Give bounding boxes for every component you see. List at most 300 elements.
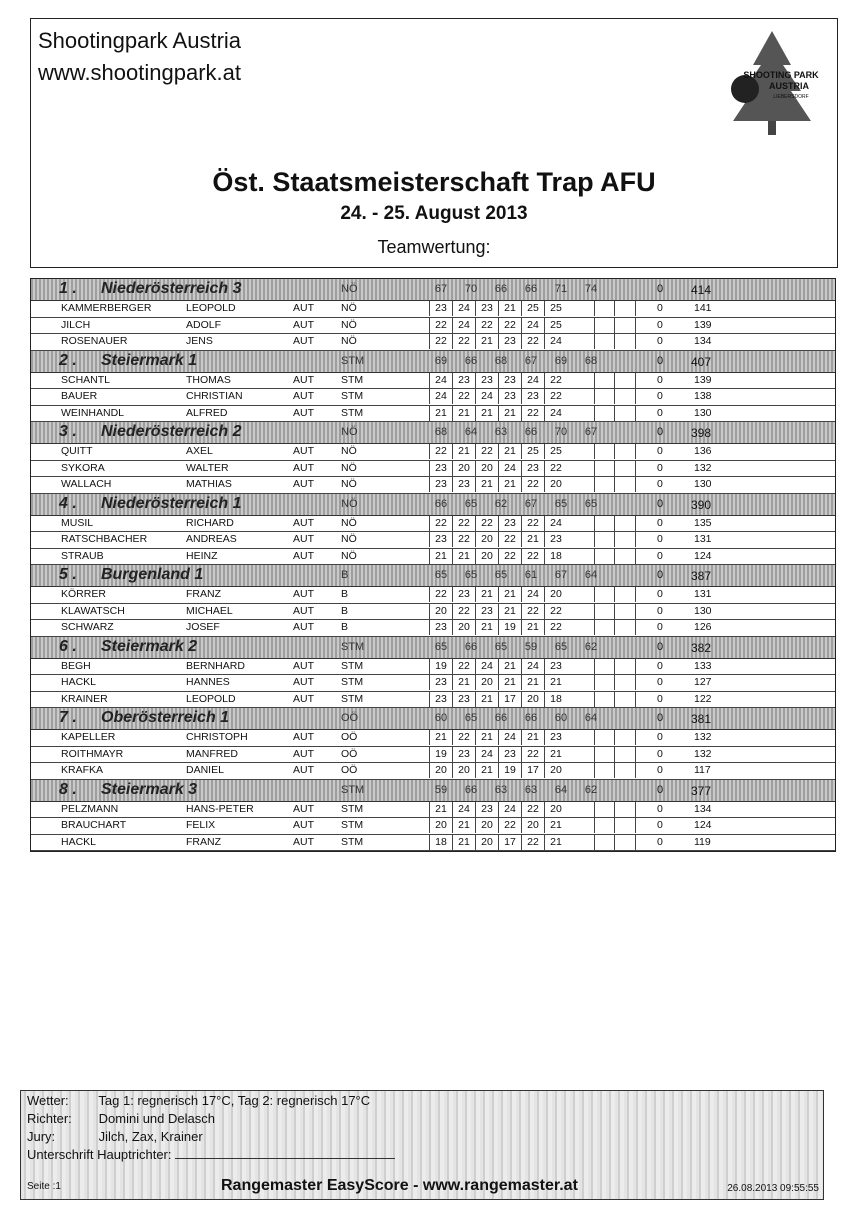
round-score: 21 [544,675,567,690]
round-score: 20 [544,802,567,817]
round-score: 22 [452,659,475,674]
round-score: 23 [452,587,475,602]
round-score: 22 [452,516,475,531]
team-series-score: 67 [584,426,598,438]
shooter-zero: 0 [657,533,663,545]
team-name: Steiermark 1 [101,351,198,369]
empty-cell [594,747,615,762]
round-score: 23 [498,373,521,388]
round-score: 23 [521,389,544,404]
round-score: 22 [452,334,475,349]
logo-text-1: SHOOTING PARK [743,70,819,80]
round-score: 21 [475,620,498,635]
team-rank: 4 . [59,494,77,512]
empty-cell [614,334,636,349]
team-results-table [30,278,836,852]
round-score: 23 [452,373,475,388]
shooter-country: AUT [293,549,314,562]
round-score: 22 [452,532,475,547]
shooter-last-name: KRAINER [61,692,108,705]
round-score: 21 [452,818,475,833]
round-score: 19 [429,659,452,674]
round-score: 20 [429,604,452,619]
team-block [31,422,835,494]
shooter-last-name: KRAFKA [61,764,104,776]
empty-cell [614,604,636,619]
team-zero: 0 [657,283,664,295]
round-score: 20 [544,587,567,602]
round-score: 23 [429,477,452,492]
team-series-score: 64 [584,569,598,581]
logo-text-2: AUSTRIA [769,81,809,91]
round-score: 21 [521,620,544,635]
round-score: 20 [475,675,498,690]
shooter-total: 135 [694,516,712,529]
shooter-row [31,301,835,318]
shooter-total: 132 [694,461,712,474]
shooter-region: NÖ [341,318,357,331]
shooter-first-name: CHRISTIAN [186,390,243,402]
round-score: 20 [544,763,567,778]
round-score: 22 [544,620,567,635]
team-rank: 8 . [59,780,77,798]
jury-label: Jury: [27,1129,56,1144]
software-brand: Rangemaster EasyScore - www.rangemaster.at [221,1177,578,1194]
shooter-country: AUT [293,692,314,705]
round-score: 23 [429,461,452,476]
team-header [31,494,835,516]
round-score: 23 [475,802,498,817]
team-region: STM [341,783,365,796]
shooter-first-name: BERNHARD [186,659,245,672]
shooter-country: AUT [293,406,314,419]
round-score: 21 [475,692,498,707]
shooter-last-name: QUITT [61,445,93,457]
team-series-score: 66 [524,712,538,724]
empty-cell [614,659,636,674]
team-header [31,422,835,444]
shooter-region: NÖ [341,302,357,314]
round-score: 21 [498,406,521,421]
empty-cell [594,549,615,564]
shooter-total: 119 [694,835,711,848]
shooter-total: 133 [694,659,712,672]
shooter-total: 117 [694,764,711,776]
round-score: 21 [498,604,521,619]
shooter-country: AUT [293,802,314,815]
shooter-region: OÖ [341,747,358,760]
shooter-region: B [341,588,349,600]
round-score: 22 [475,444,498,459]
jury-line [27,1129,203,1144]
round-score: 23 [498,334,521,349]
shooter-zero: 0 [657,390,663,402]
weather-label: Wetter: [27,1093,69,1108]
shooter-region: OÖ [341,731,358,743]
team-name: Niederösterreich 3 [101,280,242,297]
empty-cell [594,620,615,635]
shooter-row [31,747,835,764]
team-series-score: 65 [464,497,478,510]
team-series-score: 66 [464,640,478,653]
empty-cell [614,444,636,459]
team-rank: 1 . [59,280,77,297]
round-score: 22 [544,389,567,404]
round-score: 21 [475,334,498,349]
shooter-zero: 0 [657,764,663,776]
shooter-total: 134 [694,335,712,347]
round-score: 22 [521,477,544,492]
team-total: 382 [691,640,712,655]
team-series-score: 65 [584,497,598,510]
team-series-score: 63 [524,783,538,796]
round-score: 24 [452,802,475,817]
team-name: Oberösterreich 1 [101,709,230,726]
round-score: 23 [475,604,498,619]
logo-text-3: LIEBERSDORF [773,94,809,100]
referee-line [27,1111,215,1126]
shooter-first-name: MICHAEL [186,604,233,617]
shooter-country: AUT [293,445,314,457]
team-name: Niederösterreich 1 [101,494,242,512]
team-zero: 0 [657,569,664,581]
shooter-first-name: MATHIAS [186,478,232,490]
team-series-score: 59 [524,640,538,653]
shooter-total: 122 [694,692,712,705]
shooter-row [31,516,835,533]
empty-cell [594,763,615,778]
round-score: 22 [429,334,452,349]
shooter-country: AUT [293,621,314,633]
shooter-last-name: JILCH [61,318,91,331]
round-score: 20 [544,477,567,492]
round-score: 24 [498,802,521,817]
empty-cell [594,802,615,817]
round-score: 23 [544,659,567,674]
team-series-score: 66 [494,283,508,295]
shooter-zero: 0 [657,659,663,672]
shooter-region: B [341,604,349,617]
team-series-score: 67 [524,354,538,367]
organizer-block [38,25,241,89]
team-series-score: 67 [434,283,448,295]
shooter-last-name: KLAWATSCH [61,604,125,617]
empty-cell [614,730,636,745]
team-series-score: 67 [524,497,538,510]
shooter-row [31,763,835,780]
shooter-row [31,675,835,692]
round-score: 22 [498,549,521,564]
shooter-last-name: SCHANTL [61,373,111,386]
shooter-row [31,406,835,423]
team-header [31,351,835,373]
team-series-score: 64 [554,783,568,796]
round-score: 21 [429,406,452,421]
round-score: 21 [498,675,521,690]
shooter-last-name: STRAUB [61,549,104,562]
round-score: 17 [498,835,521,850]
shooter-region: STM [341,659,364,672]
shooter-first-name: CHRISTOPH [186,731,248,743]
team-block [31,780,835,852]
shooter-total: 124 [694,549,712,562]
shooter-country: AUT [293,835,314,848]
empty-cell [594,835,615,850]
round-score: 23 [452,747,475,762]
team-series-score: 65 [554,497,568,510]
shooter-country: AUT [293,588,314,600]
round-score: 24 [498,730,521,745]
round-score: 23 [452,477,475,492]
shooter-country: AUT [293,373,314,386]
empty-cell [614,692,636,707]
round-score: 24 [544,334,567,349]
shooter-last-name: PELZMANN [61,802,119,815]
shooter-country: AUT [293,604,314,617]
round-score: 18 [544,549,567,564]
round-score: 25 [544,318,567,333]
shooter-total: 136 [694,445,712,457]
empty-cell [594,675,615,690]
shooter-first-name: ANDREAS [186,533,237,545]
round-score: 22 [544,373,567,388]
shooter-zero: 0 [657,461,663,474]
round-score: 22 [498,318,521,333]
page-number: Seite :1 [27,1181,61,1192]
shooter-row [31,802,835,819]
shooter-first-name: JOSEF [186,621,220,633]
round-score: 25 [521,444,544,459]
team-total: 387 [691,569,712,583]
shooter-total: 131 [694,533,712,545]
shooter-country: AUT [293,335,314,347]
shooter-first-name: THOMAS [186,373,231,386]
round-score: 22 [475,318,498,333]
shooter-row [31,835,835,852]
shooter-zero: 0 [657,819,663,831]
round-score: 22 [521,334,544,349]
shooter-country: AUT [293,302,314,314]
shooter-zero: 0 [657,549,663,562]
shooter-row [31,389,835,406]
shooter-region: STM [341,406,364,419]
round-score: 19 [498,620,521,635]
team-series-score: 70 [554,426,568,438]
team-series-score: 70 [464,283,478,295]
round-score: 21 [521,532,544,547]
team-region: OÖ [341,712,359,724]
team-series-score: 65 [464,569,478,581]
shooter-total: 141 [694,302,712,314]
shooter-row [31,818,835,835]
round-score: 18 [429,835,452,850]
event-dates: 24. - 25. August 2013 [340,203,528,224]
round-score: 24 [452,301,475,316]
shooter-region: NÖ [341,516,357,529]
shooter-row [31,730,835,747]
shooter-last-name: KAMMERBERGER [61,302,152,314]
empty-cell [594,318,615,333]
shooter-first-name: LEOPOLD [186,302,236,314]
round-score: 22 [429,318,452,333]
shooter-first-name: LEOPOLD [186,692,236,705]
shooter-total: 127 [694,676,712,688]
shooter-first-name: ADOLF [186,318,222,331]
empty-cell [594,730,615,745]
shooter-zero: 0 [657,676,663,688]
round-score: 24 [521,373,544,388]
team-zero: 0 [657,712,664,724]
team-total: 414 [691,283,712,297]
shooter-total: 134 [694,802,712,815]
team-header [31,708,835,730]
shooter-total: 132 [694,747,712,760]
round-score: 23 [521,461,544,476]
round-score: 21 [498,301,521,316]
team-series-score: 65 [494,569,508,581]
shooter-row [31,620,835,637]
shooter-last-name: RATSCHBACHER [61,533,148,545]
team-series-score: 71 [554,283,568,295]
shooter-row [31,461,835,478]
shooter-first-name: FRANZ [186,588,221,600]
empty-cell [614,675,636,690]
jury-value: Jilch, Zax, Krainer [98,1129,203,1144]
shooter-total: 131 [694,588,712,600]
empty-cell [594,516,615,531]
round-score: 25 [544,444,567,459]
shooter-row [31,692,835,709]
team-series-score: 62 [494,497,508,510]
shooter-last-name: HACKL [61,835,97,848]
team-block [31,708,835,780]
team-zero: 0 [657,783,664,796]
shooter-region: STM [341,390,364,402]
round-score: 20 [475,461,498,476]
round-score: 22 [498,818,521,833]
round-score: 22 [521,406,544,421]
round-score: 21 [452,549,475,564]
shooter-total: 130 [694,406,712,419]
shooter-first-name: HANS-PETER [186,802,254,815]
shooter-country: AUT [293,659,314,672]
shooter-total: 139 [694,373,712,386]
team-region: NÖ [341,426,358,438]
shooter-total: 126 [694,621,712,633]
empty-cell [614,318,636,333]
shooter-first-name: HANNES [186,676,230,688]
empty-cell [614,587,636,602]
round-score: 21 [498,659,521,674]
round-score: 22 [452,604,475,619]
shooter-row [31,477,835,494]
shooter-region: NÖ [341,445,357,457]
team-region: B [341,569,349,581]
empty-cell [614,301,636,316]
round-score: 24 [544,516,567,531]
team-series-score: 60 [434,712,448,724]
shooter-zero: 0 [657,516,663,529]
round-score: 23 [452,692,475,707]
shooter-region: STM [341,676,364,688]
team-total: 377 [691,783,712,798]
empty-cell [614,373,636,388]
round-score: 23 [544,730,567,745]
empty-cell [594,532,615,547]
round-score: 22 [452,389,475,404]
round-score: 22 [521,604,544,619]
round-score: 21 [452,406,475,421]
round-score: 21 [475,406,498,421]
shooter-region: NÖ [341,478,357,490]
shooter-zero: 0 [657,802,663,815]
shooter-country: AUT [293,390,314,402]
empty-cell [614,389,636,404]
empty-cell [614,835,636,850]
team-series-score: 66 [524,426,538,438]
team-series-score: 65 [554,640,568,653]
shooter-region: STM [341,835,364,848]
team-zero: 0 [657,354,664,367]
round-score: 20 [452,763,475,778]
team-block [31,637,835,709]
shooter-last-name: SCHWARZ [61,621,114,633]
empty-cell [594,477,615,492]
shooter-first-name: FRANZ [186,835,221,848]
round-score: 21 [429,549,452,564]
shooter-zero: 0 [657,478,663,490]
empty-cell [614,516,636,531]
team-name: Burgenland 1 [101,566,204,583]
round-score: 22 [544,461,567,476]
empty-cell [594,444,615,459]
round-score: 19 [429,747,452,762]
empty-cell [614,818,636,833]
shooter-region: NÖ [341,549,357,562]
team-series-score: 63 [494,783,508,796]
empty-cell [594,334,615,349]
shooter-total: 138 [694,390,712,402]
shooter-first-name: DANIEL [186,764,224,776]
shooter-zero: 0 [657,621,663,633]
round-score: 22 [521,549,544,564]
round-score: 20 [521,692,544,707]
shooter-region: OÖ [341,764,358,776]
shooter-zero: 0 [657,604,663,617]
shooter-first-name: HEINZ [186,549,218,562]
shooter-row [31,659,835,676]
round-score: 24 [475,389,498,404]
team-series-score: 60 [554,712,568,724]
round-score: 22 [544,604,567,619]
shooter-country: AUT [293,318,314,331]
shooter-zero: 0 [657,302,663,314]
shooter-total: 139 [694,318,712,331]
shooter-last-name: BAUER [61,390,98,402]
shooter-zero: 0 [657,406,663,419]
empty-cell [614,549,636,564]
round-score: 17 [498,692,521,707]
shooter-last-name: ROSENAUER [61,335,128,347]
team-block [31,565,835,637]
team-series-score: 65 [494,640,508,653]
referee-label: Richter: [27,1111,72,1126]
team-series-score: 65 [434,640,448,653]
shooter-row [31,587,835,604]
shooter-country: AUT [293,533,314,545]
round-score: 18 [544,692,567,707]
shooter-last-name: BRAUCHART [61,819,127,831]
